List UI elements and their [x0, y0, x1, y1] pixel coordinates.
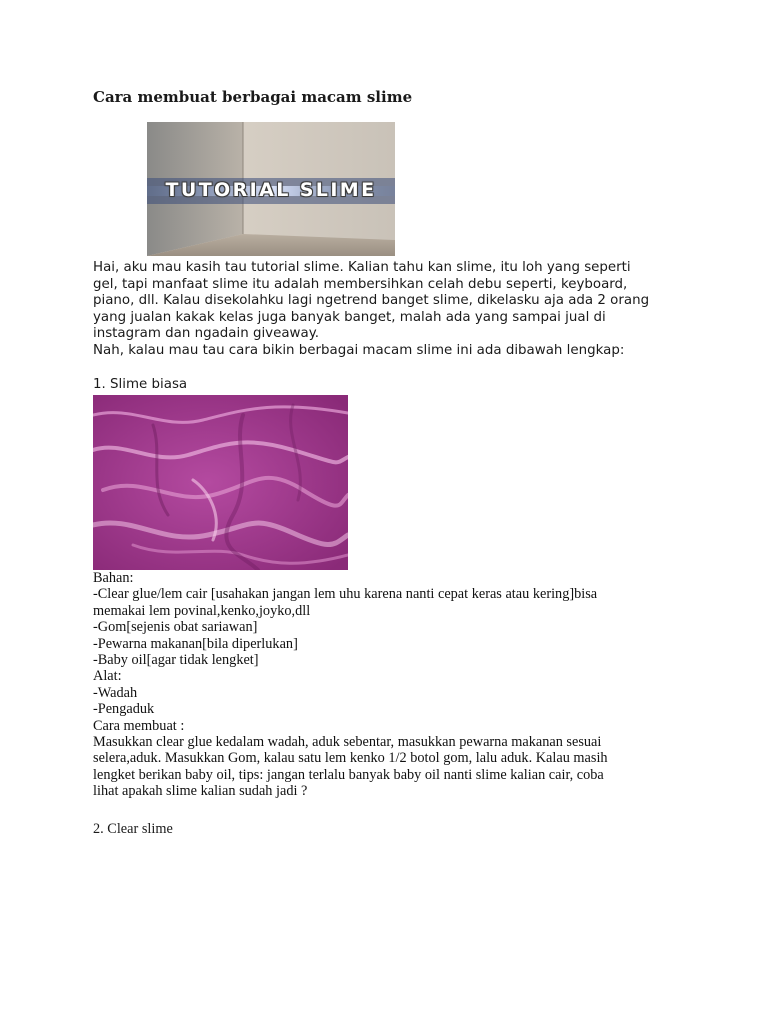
instruction-line: lihat apakah slime kalian sudah jadi ?: [93, 783, 308, 800]
page-title: Cara membuat berbagai macam slime: [93, 88, 413, 106]
purple-slime-illustration: [93, 395, 348, 570]
section-heading-slime-biasa: 1. Slime biasa: [93, 377, 188, 392]
list-item: -Gom[sejenis obat sariawan]: [93, 619, 258, 636]
list-item: memakai lem povinal,kenko,joyko,dll: [93, 602, 311, 619]
intro-paragraph: Hai, aku mau kasih tau tutorial slime. Kalian tahu kan slime, itu loh yang seperti gel, tapi manfaat slime itu adalah membersihkan celah debu seperti, keyboard, piano, dll. Kalau disekolahku lagi ngetrend banget slime, dikelasku aja ada 2 orang yang jualan kakak kelas juga banyak banget, malah ada yang sampai jual di instagram dan ngadain giveaway. Nah, kalau mau tau cara bikin berbagai macam slime ini ada dibawah lengkap:: [93, 260, 650, 358]
instruction-line: Masukkan clear glue kedalam wadah, aduk sebentar, masukkan pewarna makanan sesuai: [93, 734, 602, 751]
list-item: -Baby oil[agar tidak lengket]: [93, 652, 259, 669]
bahan-label: Bahan:: [93, 570, 134, 586]
cara-membuat-label: Cara membuat :: [93, 717, 185, 734]
instruction-line: lengket berikan baby oil, tips: jangan terlalu banyak baby oil nanti slime kalian cair, coba: [93, 766, 604, 783]
list-item: -Wadah: [93, 684, 138, 701]
tutorial-slime-banner-image: [147, 122, 395, 256]
instruction-line: selera,aduk. Masukkan Gom, kalau satu lem kenko 1/2 botol gom, lalu aduk. Kalau masih: [93, 750, 608, 767]
banner-title-text: TUTORIAL SLIME: [165, 179, 377, 201]
alat-label: Alat:: [93, 668, 122, 685]
section-heading-clear-slime: 2. Clear slime: [93, 821, 173, 837]
list-item: -Pewarna makanan[bila diperlukan]: [93, 635, 298, 652]
list-item: -Pengaduk: [93, 701, 155, 718]
list-item: -Clear glue/lem cair [usahakan jangan lem uhu karena nanti cepat keras atau kering]bisa: [93, 586, 598, 603]
purple-slime-photo: [93, 395, 348, 570]
bahan-alat-cara-section: [93, 570, 683, 800]
